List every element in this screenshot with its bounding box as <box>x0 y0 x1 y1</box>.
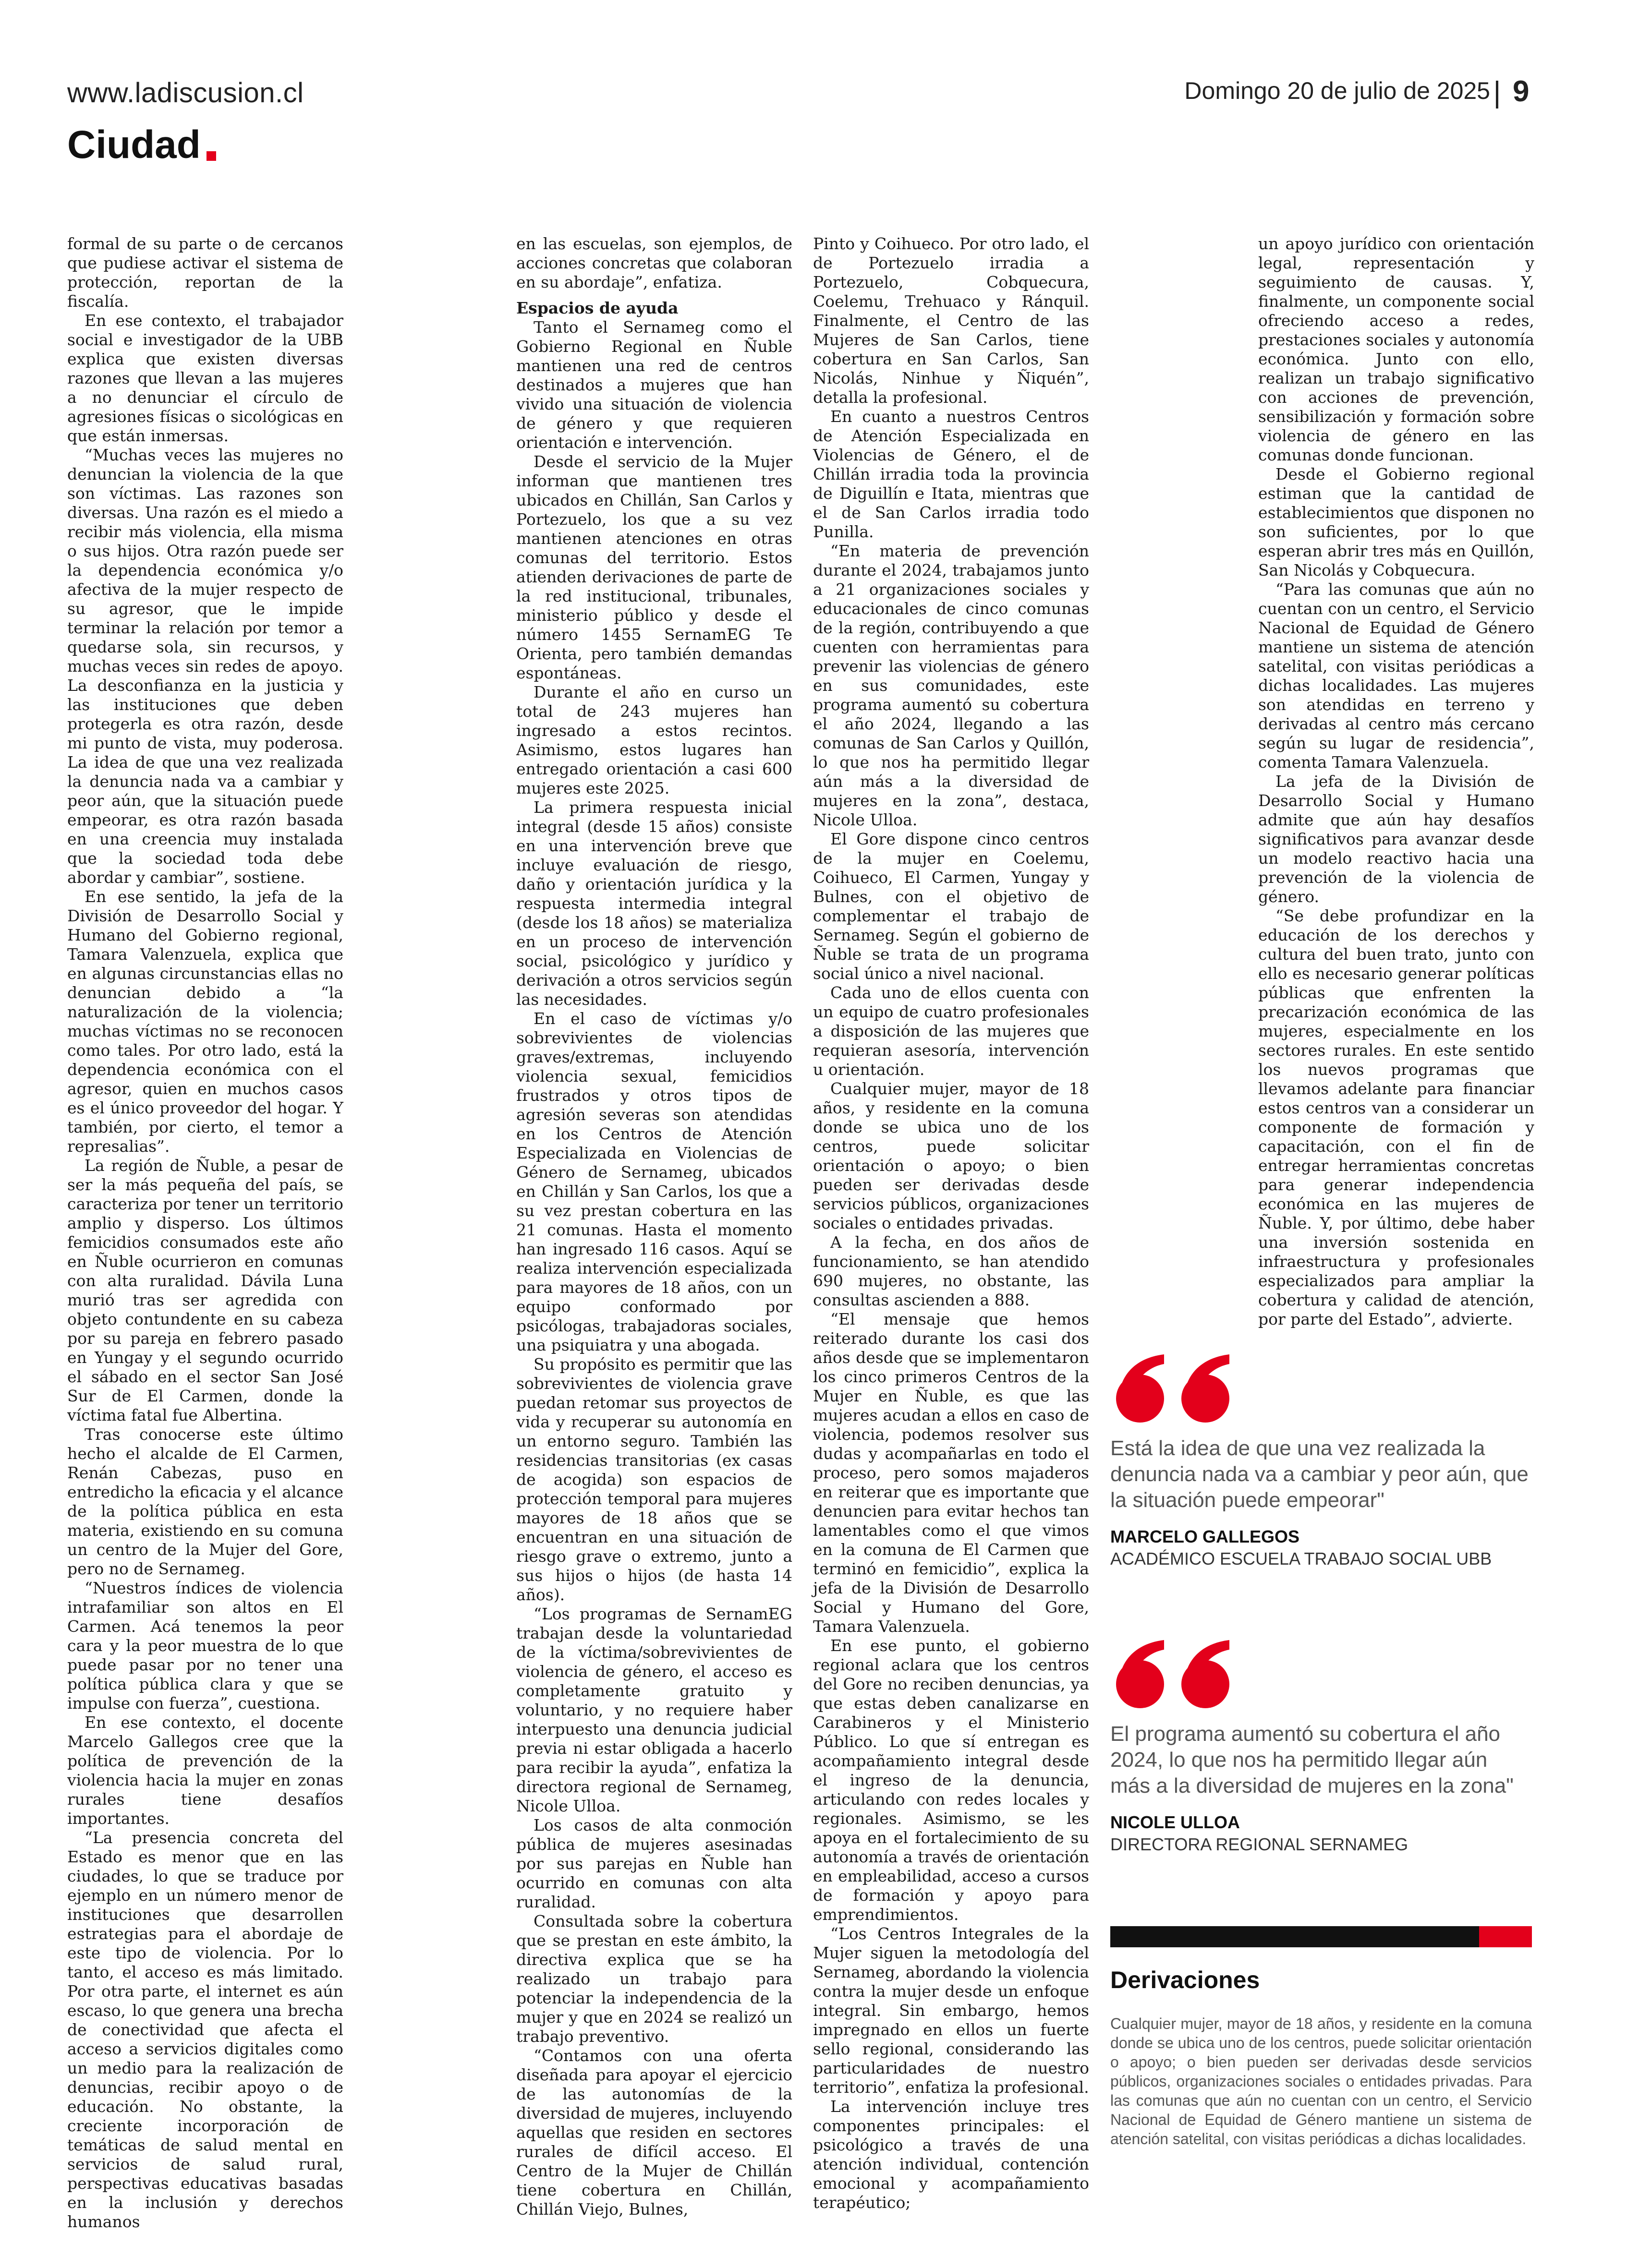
paragraph: En ese contexto, el trabajador social e investigador de la UBB explica que existen diversas razones que llevan a las mujeres a no denunciar el círculo de agresiones físicas o sicológicas en que están inmersas. <box>67 311 343 445</box>
paragraph: El Gore dispone cinco centros de la mujer en Coelemu, Coihueco, El Carmen, Yungay y Bulnes, con el objetivo de complementar el trabajo de Sernameg. Según el gobierno de Ñuble se trata de un programa social único a nivel nacional. <box>813 830 1089 983</box>
sidebar-box-bar <box>1110 1926 1532 1947</box>
article-column-3 <box>813 234 1089 2212</box>
paragraph: Consultada sobre la cobertura que se prestan en este ámbito, la directiva explica que se ha realizado un trabajo para potenciar la independencia de la mujer y que en 2024 se realizó un trabajo preventivo. <box>516 1912 792 2046</box>
paragraph: Cualquier mujer, mayor de 18 años, y residente en la comuna donde se ubica uno de los centros, puede solicitar orientación o apoyo; o bien pueden ser derivadas desde servicios públicos, organizaciones sociales o entidades privadas. <box>813 1079 1089 1232</box>
paragraph: Durante el año en curso un total de 243 mujeres han ingresado a estos recintos. Asimismo, estos lugares han entregado orientación a casi 600 mujeres este 2025. <box>516 683 792 797</box>
quote-author: NICOLE ULLOA <box>1110 1812 1240 1832</box>
sidebar-bar-black <box>1110 1926 1479 1947</box>
paragraph: Pinto y Coihueco. Por otro lado, el de Portezuelo irradia a Portezuelo, Cobquecura, Coelemu, Trehuaco y Ránquil. Finalmente, el Centro de las Mujeres de San Carlos, tiene cobertura en San Carlos, San Nicolás, Ninhue y Ñiquén”, detalla la profesional. <box>813 234 1089 407</box>
section-accent-dot <box>206 151 216 161</box>
pull-quote-2 <box>1110 1637 1533 1855</box>
quote-icon <box>1110 1637 1240 1709</box>
sidebar-box-title: Derivaciones <box>1110 1966 1260 1993</box>
paragraph: “Se debe profundizar en la educación de los derechos y cultura del buen trato, junto con ello es necesario generar políticas públicas que enfrenten la precarización económica de las mujeres, especialmente en los sectores rurales. En este sentido los nuevos programas que llevamos adelante para financiar estos centros van a considerar un componente de formación y capacitación, con el fin de entregar herramientas concretas para generar independencia económica en las mujeres de Ñuble. Y, por último, debe haber una inversión sostenida en infraestructura y profesionales especializados para ampliar la cobertura y calidad de atención, por parte del Estado”, advierte. <box>1258 906 1534 1328</box>
paragraph: “Muchas veces las mujeres no denuncian la violencia de la que son víctimas. Las razones son diversas. Una razón es el miedo a recibir más violencia, ella misma o sus hijos. Otra razón puede ser la dependencia económica y/o afectiva de la mujer respecto de su agresor, que le impide terminar la relación por temor a quedarse sola, sin recursos, y muchas veces sin redes de apoyo. La desconfianza en la justicia y las instituciones que deben protegerla es otra razón, desde mi punto de vista, muy poderosa. La idea de que una vez realizada la denuncia nada va a cambiar y peor aún, que la situación puede empeorar, es otra razón basada en una creencia muy instalada que la sociedad toda debe abordar y cambiar”, sostiene. <box>67 446 343 887</box>
quote-icon <box>1110 1351 1240 1424</box>
sidebar-box-text: Cualquier mujer, mayor de 18 años, y residente en la comuna donde se ubica uno de los centros, puede solicitar orientación o apoyo; o bien pueden ser derivadas desde servicios públicos, organizaciones sociales o entidades privadas. Para las comunas que aún no cuentan con un centro, el Servicio Nacional de Equidad de Género mantiene un sistema de atención satelital, con visitas periódicas a dichas localidades. <box>1110 2015 1532 2147</box>
article-column-1 <box>67 234 343 2232</box>
paragraph: Su propósito es permitir que las sobrevivientes de violencia grave puedan retomar sus proyectos de vida y recuperar su autonomía en un entorno seguro. También las residencias transitorias (ex casas de acogida) son espacios de protección temporal para mujeres mayores de 18 años que se encuentran en una situación de riesgo grave o extremo, junto a sus hijos o hijos (de hasta 14 años). <box>516 1355 792 1604</box>
quote-text: El programa aumentó su cobertura el año 2024, lo que nos ha permitido llegar aún más a la diversidad de mujeres en la zona" <box>1110 1722 1514 1798</box>
paragraph: La primera respuesta inicial integral (desde 15 años) consiste en una intervención breve que incluye evaluación de riesgo, daño y orientación jurídica y la respuesta intermedia integral (desde los 18 años) se materializa en un proceso de intervención social, psicológico y jurídico y derivación a otros servicios según las necesidades. <box>516 798 792 1009</box>
section-title: Ciudad <box>67 123 201 167</box>
paragraph: “Contamos con una oferta diseñada para apoyar el ejercicio de las autonomías de la diversidad de mujeres, incluyendo aquellas que residen en sectores rurales de difícil acceso. El Centro de la Mujer de Chillán tiene cobertura en Chillán, Chillán Viejo, Bulnes, <box>516 2046 792 2219</box>
paragraph: “La presencia concreta del Estado es menor que en las ciudades, lo que se traduce por ejemplo en un número menor de instituciones que desarrollen estrategias para el abordaje de este tipo de violencia. Por lo tanto, el acceso es más limitado. Por otra parte, el internet es aún escaso, lo que genera una brecha de conectividad que afecta el acceso a servicios digitales como un medio para la realización de denuncias, recibir apoyo o de educación. No obstante, la creciente incorporación de temáticas de salud mental en servicios de salud rural, perspectivas educativas basadas en la inclusión y derechos humanos <box>67 1828 343 2231</box>
paragraph: A la fecha, en dos años de funcionamiento, se han atendido 690 mujeres, no obstante, las consultas ascienden a 888. <box>813 1233 1089 1309</box>
paragraph: En ese punto, el gobierno regional aclara que los centros del Gore no reciben denuncias, ya que estas deben canalizarse en Carabineros y el Ministerio Público. Lo que sí entregan es acompañamiento integral desde el ingreso de la denuncia, articulando con redes locales y regionales. Asimismo, se les apoya en el fortalecimiento de su autonomía a través de orientación en empleabilidad, acceso a cursos de formación y apoyo para emprendimientos. <box>813 1636 1089 1924</box>
paragraph: “Nuestros índices de violencia intrafamiliar son altos en El Carmen. Acá tenemos la peor cara y la peor muestra de lo que puede pasar por no tener una política pública clara y que se impulse con fuerza”, cuestiona. <box>67 1579 343 1713</box>
quote-author-role: ACADÉMICO ESCUELA TRABAJO SOCIAL UBB <box>1110 1549 1492 1568</box>
paragraph: “Los Centros Integrales de la Mujer siguen la metodología del Sernameg, abordando la violencia contra la mujer desde un enfoque integral. Sin embargo, hemos impregnado en ellos un fuerte sello regional, considerando las particularidades de nuestro territorio”, enfatiza la profesional. <box>813 1924 1089 2097</box>
paragraph: un apoyo jurídico con orientación legal, representación y seguimiento de causas. Y, finalmente, un componente social ofreciendo acceso a redes, prestaciones sociales y autonomía económica. Junto con ello, realizan un trabajo significativo con acciones de prevención, sensibilización y formación sobre violencia de género en las comunas donde funcionan. <box>1258 234 1534 464</box>
article-column-2 <box>516 234 792 2219</box>
article-column-4 <box>1258 234 1534 1329</box>
paragraph: “Los programas de SernamEG trabajan desde la voluntariedad de la víctima/sobrevivientes de violencia de género, el acceso es completamente gratuito y voluntario, y no requiere haber interpuesto una denuncia judicial previa ni estar obligada a hacerlo para recibir la ayuda”, enfatiza la directora regional de Sernameg, Nicole Ulloa. <box>516 1604 792 1815</box>
paragraph: en las escuelas, son ejemplos, de acciones concretas que colaboran en su abordaje”, enfatiza. <box>516 234 792 291</box>
paragraph: Cada uno de ellos cuenta con un equipo de cuatro profesionales a disposición de las mujeres que requieran asesoría, intervención u orientación. <box>813 983 1089 1079</box>
paragraph: formal de su parte o de cercanos que pudiese activar el sistema de protección, reportan de la fiscalía. <box>67 234 343 311</box>
paragraph: En ese sentido, la jefa de la División de Desarrollo Social y Humano del Gobierno regional, Tamara Valenzuela, explica que en algunas circunstancias ellas no denuncian debido a “la naturalización de la violencia; muchas víctimas no se reconocen como tales. Por otro lado, está la dependencia económica con el agresor, quien en muchos casos es el único proveedor del hogar. Y también, por cierto, el temor a represalias”. <box>67 887 343 1156</box>
paragraph: En cuanto a nuestros Centros de Atención Especializada en Violencias de Género, el de Chillán irradia toda la provincia de Diguillín e Itata, mientras que el de San Carlos irradia todo Punilla. <box>813 407 1089 541</box>
paragraph: “Para las comunas que aún no cuentan con un centro, el Servicio Nacional de Equidad de Género mantiene un sistema de atención satelital, con visitas periódicas a dichas localidades. Las mujeres son atendidas en terreno y derivadas al centro más cercano según su lugar de residencia”, comenta Tamara Valenzuela. <box>1258 580 1534 772</box>
paragraph: Desde el servicio de la Mujer informan que mantienen tres ubicados en Chillán, San Carlos y Portezuelo, los que a su vez mantienen atenciones en otras comunas del territorio. Estos atienden derivaciones de parte de la red institucional, tribunales, ministerio público y desde el número 1455 SernamEG Te Orienta, pero también demandas espontáneas. <box>516 452 792 682</box>
quote-author-role: DIRECTORA REGIONAL SERNAMEG <box>1110 1834 1408 1854</box>
paragraph: Tanto el Sernameg como el Gobierno Regional en Ñuble mantienen una red de centros destinados a mujeres que han vivido una situación de violencia de género y que requieren orientación e intervención. <box>516 318 792 452</box>
paragraph: La intervención incluye tres componentes principales: el psicológico a través de una atención individual, contención emocional y acompañamiento terapéutico; <box>813 2097 1089 2212</box>
paragraph: En el caso de víctimas y/o sobrevivientes de violencias graves/extremas, incluyendo violencia sexual, femicidios frustrados y otros tipos de agresión severas son atendidas en los Centros de Atención Especializada en Violencias de Género de Sernameg, ubicados en Chillán y San Carlos, los que a su vez prestan cobertura en las 21 comunas. Hasta el momento han ingresado 116 casos. Aquí se realiza intervención especializada para mayores de 18 años, con un equipo conformado por psicólogas, trabajadoras sociales, una psiquiatra y una abogada. <box>516 1009 792 1354</box>
page-number: 9 <box>1513 75 1530 108</box>
paragraph: La jefa de la División de Desarrollo Social y Humano admite que aún hay desafíos significativos para avanzar desde un modelo reactivo hacia una prevención de la violencia de género. <box>1258 772 1534 906</box>
paragraph: “El mensaje que hemos reiterado durante los casi dos años desde que se implementaron los cinco primeros Centros de la Mujer en Ñuble, es que las mujeres acudan a ellos en caso de violencia, podemos resolver sus dudas y acompañarlas en todo el proceso, pero somos majaderos en reiterar que es importante que denuncien para evitar hechos tan lamentables como el que vimos en la comuna de El Carmen que terminó en femicidio”, explica la jefa de la División de Desarrollo Social y Humano del Gore, Tamara Valenzuela. <box>813 1310 1089 1636</box>
paragraph: Los casos de alta conmoción pública de mujeres asesinadas por sus parejas en Ñuble han ocurrido en comunas con alta ruralidad. <box>516 1816 792 1911</box>
quote-text: Está la idea de que una vez realizada la denuncia nada va a cambiar y peor aún, que la situación puede empeorar" <box>1110 1436 1529 1512</box>
paragraph: “En materia de prevención durante el 2024, trabajamos junto a 21 organizaciones sociales y educacionales de cinco comunas de la región, contribuyendo a que cuenten con herramientas para prevenir las violencias de género en sus comunidades, este programa aumentó su cobertura el año 2024, llegando a las comunas de San Carlos y Quillón, lo que nos ha permitido llegar aún más a la diversidad de mujeres en la zona”, destaca, Nicole Ulloa. <box>813 542 1089 829</box>
sidebar-bar-red <box>1479 1926 1532 1947</box>
paragraph: Tras conocerse este último hecho el alcalde de El Carmen, Renán Cabezas, puso en entredicho la eficacia y el alcance de la política pública en esta materia, existiendo en su comuna un centro de la Mujer del Gore, pero no de Sernameg. <box>67 1425 343 1578</box>
issue-date: Domingo 20 de julio de 2025 <box>1184 77 1490 104</box>
quote-author: MARCELO GALLEGOS <box>1110 1527 1299 1546</box>
paragraph: La región de Ñuble, a pesar de ser la más pequeña del país, se caracteriza por tener un territorio amplio y disperso. Los últimos femicidios consumados este año en Ñuble ocurrieron en comunas con alta ruralidad. Dávila Luna murió tras ser agredida con objeto contundente en su cabeza por su pareja en febrero pasado en Yungay y el segundo ocurrido el sábado en el sector San José Sur de El Carmen, donde la víctima fatal fue Albertina. <box>67 1156 343 1424</box>
subheading: Espacios de ayuda <box>516 299 679 317</box>
paragraph: Desde el Gobierno regional estiman que la cantidad de establecimientos que disponen no son suficientes, por lo que esperan abrir tres más en Quillón, San Nicolás y Cobquecura. <box>1258 465 1534 579</box>
site-url: www.ladiscusion.cl <box>67 77 304 109</box>
paragraph: En ese contexto, el docente Marcelo Gallegos cree que la política de prevención de la violencia hacia la mujer en zonas rurales tiene desafíos importantes. <box>67 1713 343 1828</box>
header-divider <box>1496 81 1498 109</box>
pull-quote-1 <box>1110 1351 1533 1569</box>
